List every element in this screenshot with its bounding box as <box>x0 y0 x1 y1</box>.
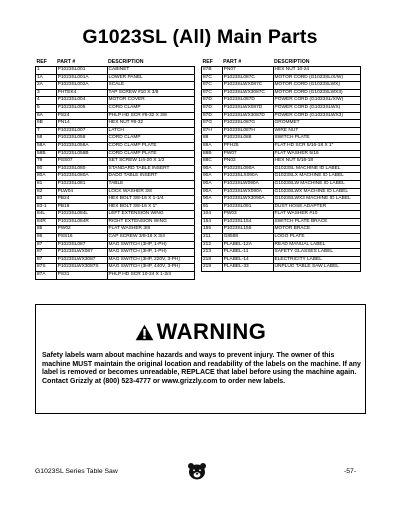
table-row <box>36 89 195 97</box>
grizzly-bear-logo <box>186 462 208 480</box>
table-row <box>202 203 361 211</box>
description-cell: LEFT EXTENSION WING <box>107 211 194 219</box>
table-row <box>202 249 361 257</box>
ref-cell: 87C <box>202 74 223 82</box>
description-header: DESCRIPTION <box>274 58 310 65</box>
part-number-cell: PB18 <box>56 203 107 211</box>
ref-header: REF <box>36 58 47 65</box>
description-cell: RIGHT EXTENSION WING <box>107 218 194 226</box>
description-cell: STANDARD TABLE INSERT <box>107 165 194 173</box>
ref-cell: 90A <box>202 165 223 173</box>
description-cell: HEX BOLT 3/8-16 X 1" <box>107 203 194 211</box>
description-cell: CORD CLAMP <box>107 104 194 112</box>
ref-cell: 88C <box>202 158 223 166</box>
description-cell: SCALE <box>107 82 194 90</box>
table-row <box>36 74 195 82</box>
description-cell: HEX NUT 10-24 <box>273 67 360 75</box>
part-number-cell: P1023SLWX3087D <box>222 112 273 120</box>
table-row <box>36 234 195 242</box>
table-row <box>202 218 361 226</box>
part-number-cell: P1023SL090A <box>222 165 273 173</box>
ref-cell: 58A <box>36 142 57 150</box>
part-number-cell: P1023SL088 <box>222 135 273 143</box>
part-number-cell: P1023SL087D <box>222 97 273 105</box>
warning-box <box>35 304 366 414</box>
parts-table-left <box>35 58 195 280</box>
table-row <box>202 158 361 166</box>
table-row <box>202 188 361 196</box>
table-row <box>202 97 361 105</box>
description-cell: READ MANUAL LABEL <box>273 241 360 249</box>
table-row <box>36 218 195 226</box>
ref-cell: 83-1 <box>36 203 57 211</box>
ref-cell: 85 <box>36 226 57 234</box>
table-row <box>202 112 361 120</box>
ref-cell: 3 <box>36 89 57 97</box>
table-row <box>36 256 195 264</box>
description-cell: HEX NUT 5/16-18 <box>273 158 360 166</box>
part-number-cell: P1023SLWX3090A <box>222 196 273 204</box>
description-cell: UNPLUG TABLE SAW LABEL <box>273 264 360 272</box>
description-header: DESCRIPTION <box>108 58 144 65</box>
ref-cell: 104 <box>202 211 223 219</box>
ref-cell: 87B <box>202 67 223 75</box>
ref-cell: 87C <box>202 82 223 90</box>
parts-table-right <box>201 58 361 272</box>
part-number-cell: PN07 <box>222 67 273 75</box>
table-row <box>36 165 195 173</box>
ref-cell: 87 <box>36 249 57 257</box>
table-row <box>36 188 195 196</box>
table-row <box>202 180 361 188</box>
ref-cell: 88 <box>202 135 223 143</box>
description-cell: PHLP HD SCR 10-24 X 1-3/4 <box>107 272 194 280</box>
table-row <box>202 67 361 75</box>
ref-cell: 1A <box>36 74 57 82</box>
description-cell: SWITCH PLATE <box>273 135 360 143</box>
description-cell: SET SCREW 1/4-20 X 1/2 <box>107 158 194 166</box>
ref-cell: 91 <box>202 203 223 211</box>
page-number: -57- <box>344 468 357 475</box>
table-row <box>36 158 195 166</box>
ref-cell: 2A <box>36 82 57 90</box>
ref-cell: 90A <box>202 180 223 188</box>
ref-cell: 88B <box>202 150 223 158</box>
ref-cell: 87H <box>202 127 223 135</box>
table-row <box>202 211 361 219</box>
parts-table-left-body <box>36 67 195 280</box>
ref-cell: 58 <box>36 135 57 143</box>
description-cell: POWER CORD (G1023SL/X/W) <box>273 97 360 105</box>
part-number-cell: PS24 <box>56 112 107 120</box>
part-number-cell: P1023SL001A <box>56 74 107 82</box>
part-number-cell: P1023SL091 <box>222 203 273 211</box>
description-cell: FLAT HD SCR 5/16-18 X 1" <box>273 142 360 150</box>
parts-table-right-body <box>202 67 361 272</box>
ref-cell: 213 <box>202 249 223 257</box>
description-cell: FLAT WASHER 3/8 <box>107 226 194 234</box>
table-row <box>202 89 361 97</box>
table-row <box>202 150 361 158</box>
part-number-cell: PSS16 <box>56 234 107 242</box>
part-number-cell: P1023SL058A <box>56 142 107 150</box>
part-number-cell: P1023SLWX3087 <box>56 256 107 264</box>
part-number-cell: PSS07 <box>56 158 107 166</box>
warning-header <box>36 319 365 346</box>
description-cell: MAG SWITCH (3HP, 1-PH) <box>107 249 194 257</box>
table-row <box>36 112 195 120</box>
ref-cell: 4 <box>36 97 57 105</box>
description-cell: CORD CLAMP PLATE <box>107 142 194 150</box>
ref-cell: 90A <box>202 188 223 196</box>
warning-text: Safety labels warn about machine hazards and ways to prevent injury. The owner of this machine MUST maintain the original location and readability of the labels on the machine. If any label is removed or becomes unreadable, REPLACE that label before using the machine again. Contact Grizzly at (800) 523-4777 or www.grizzly.com to order new labels. <box>42 352 361 385</box>
description-cell: MOTOR CORD (G1023SLWX) <box>273 82 360 90</box>
table-row <box>202 165 361 173</box>
ref-cell: 7 <box>36 127 57 135</box>
part-number-cell: P1023SLWX087C <box>222 82 273 90</box>
description-cell: MOTOR CORD (G1023SLWX3) <box>273 89 360 97</box>
ref-cell: 90A <box>202 173 223 181</box>
description-cell: MOTOR CORD (G1023SL/X/W) <box>273 74 360 82</box>
footer-left: G1023SL Series Table Saw <box>35 468 118 475</box>
description-cell: FLAT WASHER #10 <box>273 211 360 219</box>
table-row <box>36 264 195 272</box>
part-number-cell: P1023SLWX3087S <box>56 264 107 272</box>
description-cell: G1023SLWX3 MACHINE ID LABEL <box>273 196 360 204</box>
table-row <box>36 142 195 150</box>
part-number-cell: PFH25 <box>222 142 273 150</box>
part-number-cell: P1023SL084R <box>56 218 107 226</box>
description-cell: PHLP HD SCR #8-32 X 3/8 <box>107 112 194 120</box>
ref-cell: 87C <box>202 89 223 97</box>
ref-cell: 87D <box>202 97 223 105</box>
part-number-cell: PN02 <box>222 158 273 166</box>
part-number-cell: P1023SLWX087D <box>222 104 273 112</box>
part-number-header: PART # <box>223 58 242 65</box>
description-cell: TABLE <box>107 180 194 188</box>
ref-cell: 212 <box>202 241 223 249</box>
table-row <box>202 104 361 112</box>
ref-cell: 219 <box>202 264 223 272</box>
part-number-cell: P1023SL084L <box>56 211 107 219</box>
part-number-cell: PLABEL-11 <box>222 249 273 257</box>
ref-cell: 88A <box>202 142 223 150</box>
description-cell: GROMMET <box>273 120 360 128</box>
description-cell: LOWER PANEL <box>107 74 194 82</box>
description-cell: CABINET <box>107 67 194 75</box>
table-row <box>36 82 195 90</box>
warning-heading: WARNING <box>156 319 267 344</box>
table-row <box>36 97 195 105</box>
table-row <box>36 135 195 143</box>
table-row <box>36 180 195 188</box>
ref-cell: 58B <box>36 150 57 158</box>
part-number-cell: PB24 <box>56 196 107 204</box>
table-row <box>36 249 195 257</box>
part-number-cell: PS31 <box>56 272 107 280</box>
description-cell: POWER CORD (G1023SLWX) <box>273 104 360 112</box>
ref-cell: 87D <box>202 112 223 120</box>
description-cell: G1023SLWX MACHINE ID LABEL <box>273 188 360 196</box>
description-cell: G1023SLW MACHINE ID LABEL <box>273 180 360 188</box>
description-cell: TAP SCREW #10 X 3/8 <box>107 89 194 97</box>
ref-cell: 86 <box>36 234 57 242</box>
ref-cell: 87 <box>36 256 57 264</box>
part-number-cell: PN14 <box>56 120 107 128</box>
table-row <box>36 173 195 181</box>
part-number-cell: PLABEL-14 <box>222 256 273 264</box>
ref-cell: 83 <box>36 196 57 204</box>
table-row <box>202 142 361 150</box>
description-cell: G1023SLX MACHINE ID LABEL <box>273 173 360 181</box>
part-number-cell: PHTEK4 <box>56 89 107 97</box>
table-row <box>202 256 361 264</box>
description-cell: MAG SWITCH (3HP, 1-PH) <box>107 241 194 249</box>
table-row <box>36 127 195 135</box>
ref-cell: 84R <box>36 218 57 226</box>
ref-cell: 81 <box>36 180 57 188</box>
ref-cell: 82 <box>36 188 57 196</box>
part-number-cell: P1023SLWX087 <box>56 249 107 257</box>
description-cell: CORD CLAMP <box>107 135 194 143</box>
table-row <box>36 226 195 234</box>
table-row <box>36 104 195 112</box>
ref-cell: 154 <box>202 218 223 226</box>
ref-cell: 155 <box>202 226 223 234</box>
part-number-cell: PW07 <box>222 150 273 158</box>
ref-cell: 87A <box>36 272 57 280</box>
table-row <box>202 82 361 90</box>
part-number-cell: PLABEL-33 <box>222 264 273 272</box>
ref-cell: 218 <box>202 256 223 264</box>
table-row <box>202 74 361 82</box>
table-row <box>202 196 361 204</box>
table-row <box>202 135 361 143</box>
ref-cell: 79 <box>36 158 57 166</box>
table-row <box>36 241 195 249</box>
ref-cell: 6A <box>36 112 57 120</box>
ref-cell: 87D <box>202 104 223 112</box>
table-row <box>36 211 195 219</box>
part-number-cell: P1023SL001 <box>56 67 107 75</box>
part-number-cell: P1023SL080A <box>56 173 107 181</box>
description-cell: SWITCH PLATE BRACE <box>273 218 360 226</box>
ref-cell: 211 <box>202 234 223 242</box>
part-number-cell: P1023SL081 <box>56 180 107 188</box>
description-cell: G1023SL MACHINE ID LABEL <box>273 165 360 173</box>
table-row <box>202 120 361 128</box>
table-row <box>36 67 195 75</box>
description-cell: LOGO PLATE <box>273 234 360 242</box>
part-number-cell: P1023SL087H <box>222 127 273 135</box>
table-row <box>202 226 361 234</box>
description-cell: WIRE NUT <box>273 127 360 135</box>
part-number-cell: P1023SL004 <box>56 97 107 105</box>
table-row <box>202 264 361 272</box>
part-number-cell: P1023SL087C <box>222 74 273 82</box>
description-cell: FLAT WASHER 5/16 <box>273 150 360 158</box>
description-cell: MAG SWITCH (3HP, 440V, 3-PH) <box>107 264 194 272</box>
part-number-cell: P1023SLWX090A <box>222 188 273 196</box>
part-number-cell: P1023SLWX3087C <box>222 89 273 97</box>
part-number-cell: P1023SLW090A <box>222 180 273 188</box>
description-cell: MOTOR BRACE <box>273 226 360 234</box>
ref-cell: 80A <box>36 173 57 181</box>
part-number-cell: P1023SL087G <box>222 120 273 128</box>
ref-header: REF <box>202 58 213 65</box>
part-number-cell: P1023SL058B <box>56 150 107 158</box>
part-number-cell: P1023SL058 <box>56 135 107 143</box>
part-number-cell: P1023SL087 <box>56 241 107 249</box>
description-cell: LOCK WASHER 3/8 <box>107 188 194 196</box>
description-cell: ELECTRICITY LABEL <box>273 256 360 264</box>
description-cell: POWER CORD (G1023SLWX3) <box>273 112 360 120</box>
table-row <box>36 272 195 280</box>
part-number-cell: G8588 <box>222 234 273 242</box>
table-row <box>36 120 195 128</box>
description-cell: CAP SCREW 3/8-16 X 3/4 <box>107 234 194 242</box>
part-number-cell: P1023SL155 <box>222 226 273 234</box>
description-cell: HEX NUT #8-32 <box>107 120 194 128</box>
table-row <box>202 173 361 181</box>
description-cell: DUST HOSE ADAPTER <box>273 203 360 211</box>
part-number-cell: P1023SLX090A <box>222 173 273 181</box>
part-number-cell: P1023SL007 <box>56 127 107 135</box>
table-row <box>202 234 361 242</box>
table-row <box>36 150 195 158</box>
part-number-cell: PW02 <box>56 226 107 234</box>
ref-cell: 6B <box>36 120 57 128</box>
ref-cell: 87S <box>36 264 57 272</box>
ref-cell: 80 <box>36 165 57 173</box>
ref-cell: 87G <box>202 120 223 128</box>
part-number-cell: PLABEL-12A <box>222 241 273 249</box>
description-cell: MAG SWITCH (3HP, 220V, 3-PH) <box>107 256 194 264</box>
ref-cell: 5 <box>36 104 57 112</box>
table-row <box>36 196 195 204</box>
ref-cell: 90A <box>202 196 223 204</box>
table-row <box>202 127 361 135</box>
description-cell: MOTOR COVER <box>107 97 194 105</box>
page-title: G1023SL (All) Main Parts <box>82 26 318 48</box>
description-cell: SAFETY GLASSES LABEL <box>273 249 360 257</box>
table-row <box>36 203 195 211</box>
part-number-cell: P1023SL080 <box>56 165 107 173</box>
part-number-cell: P1023SL005 <box>56 104 107 112</box>
table-row <box>202 241 361 249</box>
description-cell: CORD CLAMP PLATE <box>107 150 194 158</box>
description-cell: DADO TABLE INSERT <box>107 173 194 181</box>
part-number-cell: P1023SL154 <box>222 218 273 226</box>
ref-cell: 1 <box>36 67 57 75</box>
ref-cell: 84L <box>36 211 57 219</box>
description-cell: HEX BOLT 3/8-16 X 1-1/4 <box>107 196 194 204</box>
ref-cell: 87 <box>36 241 57 249</box>
part-number-header: PART # <box>57 58 76 65</box>
part-number-cell: P1023SL002A <box>56 82 107 90</box>
part-number-cell: PW03 <box>222 211 273 219</box>
description-cell: LATCH <box>107 127 194 135</box>
warning-triangle-icon <box>135 324 154 341</box>
part-number-cell: PLW04 <box>56 188 107 196</box>
